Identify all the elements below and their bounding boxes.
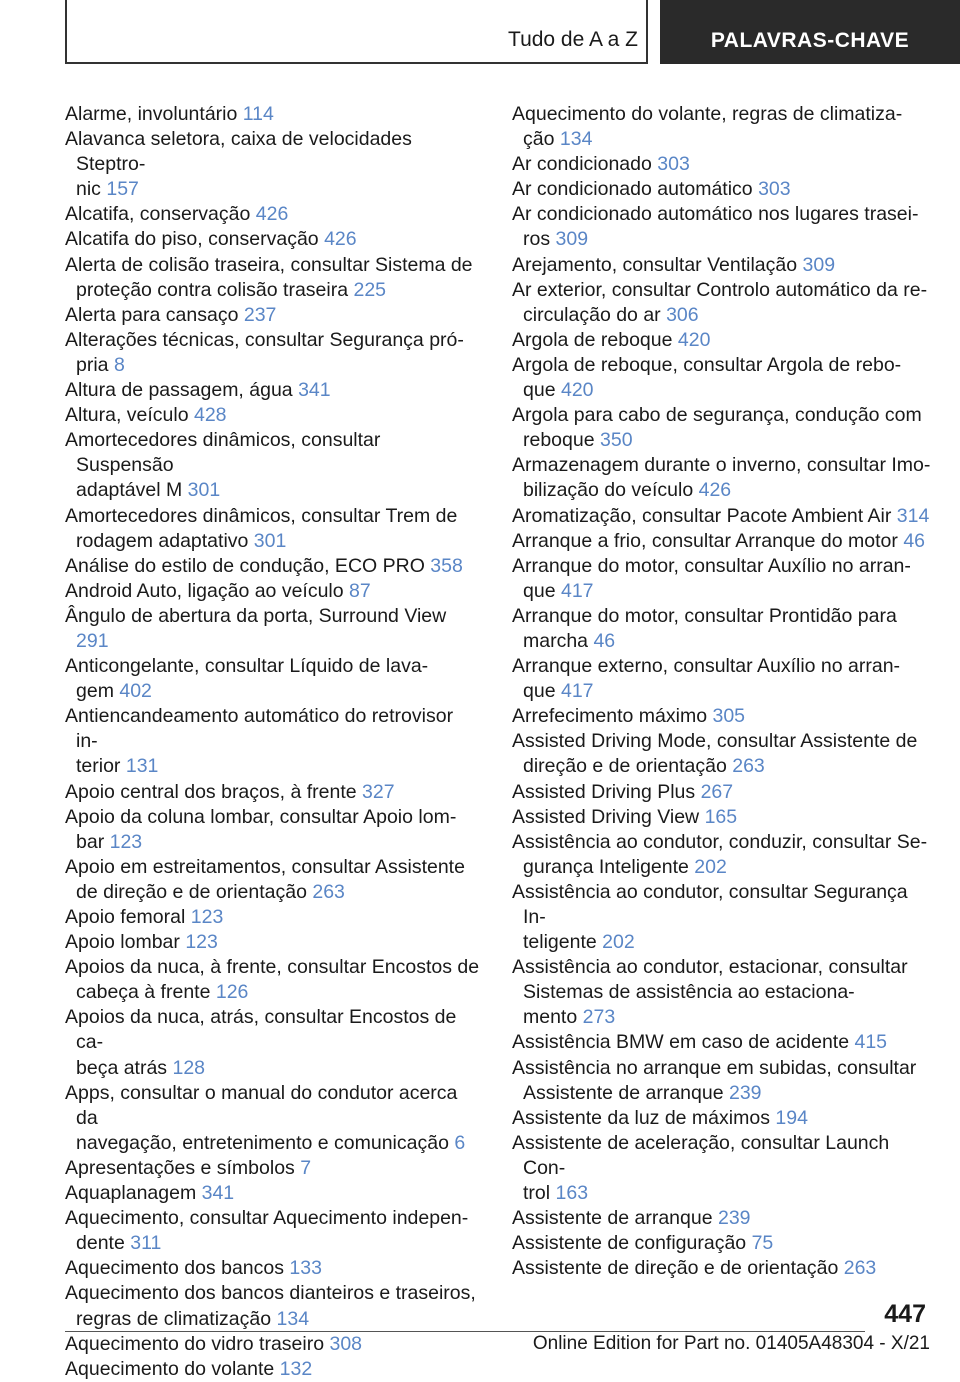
index-term: Argola de reboque (512, 328, 673, 351)
index-entry (512, 704, 932, 729)
index-entry (65, 127, 480, 202)
index-term: Alarme, involuntário (65, 103, 238, 125)
footer-edition: Online Edition for Part no. 01405A48304 - X/21 (532, 1333, 930, 1354)
index-term: Alcatifa, conservação (65, 203, 251, 226)
index-entry (65, 102, 480, 127)
index-term: Aquecimento, consultar Aquecimento indepen- dente (65, 1207, 469, 1255)
page-reference-link[interactable]: 165 (704, 805, 738, 828)
index-term: Arranque do motor, consultar Prontidão para marcha (512, 604, 897, 652)
page-reference-link[interactable]: 305 (712, 705, 746, 728)
page-reference-link[interactable]: 123 (185, 931, 218, 954)
index-entry (65, 202, 480, 227)
index-term: Arranque externo, consultar Auxílio no arran- que (512, 655, 901, 703)
index-term: Arranque do motor, consultar Auxílio no arran- que (512, 554, 911, 602)
index-term: Assistência no arranque em subidas, consultar Assistente de arranque (512, 1056, 917, 1104)
index-term: Assistente de arranque (512, 1207, 713, 1230)
index-term: Alavanca seletora, caixa de velocidades Steptro- nic (65, 128, 412, 201)
index-entry (512, 805, 932, 830)
page-reference-link[interactable]: 46 (593, 629, 616, 652)
index-term: Arejamento, consultar Ventilação (512, 253, 798, 276)
page-reference-link[interactable]: 267 (700, 780, 734, 803)
index-entry (65, 328, 480, 378)
page-reference-link[interactable]: 311 (130, 1232, 162, 1255)
index-entry (65, 855, 480, 905)
index-entry (65, 1357, 480, 1382)
index-term: Amortecedores dinâmicos, consultar Trem de rodagem adaptativo (65, 504, 458, 552)
page-reference-link[interactable]: 402 (119, 680, 152, 703)
index-term: Assistente de aceleração, consultar Launch Con- trol (512, 1131, 890, 1205)
page-reference-link[interactable]: 6 (454, 1131, 466, 1154)
index-entry (65, 227, 480, 252)
page-reference-link[interactable]: 126 (215, 981, 249, 1004)
index-term: Análise do estilo de condução, ECO PRO (65, 554, 425, 577)
index-entry (512, 102, 932, 152)
page-number: 447 (884, 1300, 926, 1328)
index-term: Assistente de direção e de orientação (512, 1257, 839, 1280)
index-term: Alerta de colisão traseira, consultar Sistema de proteção contra colisão traseira (65, 253, 473, 301)
index-entry (65, 604, 480, 654)
index-entry (65, 930, 480, 955)
index-entry (65, 780, 480, 805)
page-reference-link[interactable]: 239 (728, 1081, 762, 1104)
index-entry (65, 1256, 480, 1281)
index-entry (65, 1156, 480, 1181)
page-reference-link[interactable]: 309 (802, 253, 836, 276)
index-term: Alerta para cansaço (65, 303, 239, 326)
index-entry (65, 704, 480, 779)
index-entry (512, 1231, 932, 1256)
index-entry (512, 1106, 932, 1131)
chapter-title: PALAVRAS-CHAVE (710, 29, 910, 52)
page-reference-link[interactable]: 273 (582, 1006, 616, 1029)
index-term: Apoio em estreitamentos, consultar Assistente de direção e de orientação (65, 855, 465, 903)
page-reference-link[interactable]: 157 (106, 178, 139, 201)
page-reference-link[interactable]: 415 (854, 1031, 888, 1054)
index-entry (512, 328, 932, 353)
index-term: Alcatifa do piso, conservação (65, 228, 319, 251)
page-reference-link[interactable]: 314 (896, 504, 930, 527)
page-reference-link[interactable]: 263 (843, 1257, 877, 1280)
index-entry (65, 504, 480, 554)
index-entry (65, 1206, 480, 1256)
index-term: Android Auto, ligação ao veículo (65, 579, 344, 602)
index-entry (65, 1081, 480, 1156)
index-term: Assisted Driving Plus (512, 780, 696, 803)
index-term: Ar condicionado automático (512, 178, 753, 201)
page-reference-link[interactable]: 426 (255, 203, 289, 226)
page-reference-link[interactable]: 341 (201, 1182, 235, 1205)
index-entry (512, 529, 932, 554)
index-entry (512, 278, 932, 328)
index-term: Amortecedores dinâmicos, consultar Suspensão adaptável M (65, 429, 381, 502)
page-reference-link[interactable]: 301 (253, 529, 287, 552)
index-term: Ar condicionado (512, 153, 652, 176)
page-reference-link[interactable]: 194 (775, 1106, 808, 1129)
index-entry (512, 453, 932, 503)
index-entry (512, 177, 932, 202)
index-entry (65, 554, 480, 579)
index-entry (512, 253, 932, 278)
page-reference-link[interactable]: 350 (600, 429, 633, 452)
page-reference-link[interactable]: 420 (677, 328, 711, 351)
page-reference-link[interactable]: 341 (298, 379, 331, 402)
index-term: Antiencandeamento automático do retrovisor in- terior (65, 705, 454, 778)
index-term: Ângulo de abertura da porta, Surround View (65, 604, 447, 627)
page-reference-link[interactable]: 417 (560, 579, 594, 602)
page-reference-link[interactable]: 237 (243, 303, 277, 326)
index-term: Assisted Driving Mode, consultar Assistente de direção e de orientação (512, 730, 918, 778)
index-term: Arranque a frio, consultar Arranque do motor (512, 529, 898, 552)
page-reference-link[interactable]: 202 (694, 855, 727, 878)
index-entry (65, 1005, 480, 1080)
page-reference-link[interactable]: 133 (289, 1257, 322, 1280)
index-term: Aquecimento do volante (65, 1357, 275, 1380)
index-term: Apresentações e símbolos (65, 1156, 295, 1179)
index-entry (512, 152, 932, 177)
page-reference-link[interactable]: 301 (187, 479, 221, 502)
page-reference-link[interactable]: 426 (324, 228, 357, 251)
page-reference-link[interactable]: 128 (172, 1056, 206, 1079)
index-term: Assisted Driving View (512, 805, 700, 828)
index-term: Apoio femoral (65, 906, 186, 928)
chapter-tab (660, 0, 960, 64)
index-entry (512, 1056, 932, 1106)
index-entry (65, 378, 480, 403)
index-entry (65, 1281, 480, 1331)
index-term: Assistência ao condutor, consultar Segurança In- teligente (512, 880, 908, 954)
index-entry (65, 428, 480, 503)
index-entry (512, 403, 932, 453)
index-entry (512, 1206, 932, 1231)
index-term: Aquecimento dos bancos dianteiros e traseiros, regras de climatização (65, 1282, 476, 1330)
index-entry (65, 905, 480, 930)
index-entry (65, 955, 480, 1005)
page-reference-link[interactable]: 8 (113, 353, 125, 376)
index-term: Aquecimento do volante, regras de climatiza- ção (512, 103, 903, 151)
index-entry (512, 504, 932, 529)
index-entry (512, 202, 932, 252)
index-term: Apoio lombar (65, 931, 180, 954)
index-entry (65, 303, 480, 328)
index-term: Assistente de configuração (512, 1232, 747, 1255)
page-reference-link[interactable]: 123 (190, 906, 224, 928)
page-reference-link[interactable]: 263 (732, 755, 765, 778)
index-entry (65, 1332, 480, 1357)
page-reference-link[interactable]: 263 (312, 880, 345, 903)
page-reference-link[interactable]: 309 (555, 228, 589, 251)
page-reference-link[interactable]: 163 (555, 1182, 589, 1205)
index-term: Assistência ao condutor, conduzir, consultar Se- gurança Inteligente (512, 830, 928, 878)
page-reference-link[interactable]: 202 (602, 931, 635, 954)
index-column-left (65, 102, 480, 1382)
index-term: Apoios da nuca, atrás, consultar Encostos de ca- beça atrás (65, 1006, 457, 1079)
page-reference-link[interactable]: 306 (666, 303, 699, 326)
index-term: Assistência BMW em caso de acidente (512, 1031, 850, 1054)
page-reference-link[interactable]: 239 (717, 1207, 751, 1230)
page-reference-link[interactable]: 303 (758, 178, 791, 201)
footer-divider (65, 1331, 865, 1332)
page-reference-link[interactable]: 358 (430, 554, 463, 577)
page-reference-link[interactable]: 134 (276, 1307, 310, 1330)
index-term: Apoio central dos braços, à frente (65, 780, 357, 803)
page-reference-link[interactable]: 131 (125, 755, 159, 778)
index-term: Apoios da nuca, à frente, consultar Encostos de cabeça à frente (65, 956, 480, 1004)
page-reference-link[interactable]: 114 (242, 103, 274, 125)
page-reference-link[interactable]: 303 (657, 153, 690, 176)
index-entry (512, 554, 932, 604)
index-entry (512, 604, 932, 654)
page-reference-link[interactable]: 428 (193, 404, 227, 427)
index-term: Armazenagem durante o inverno, consultar Imo- bilização do veículo (512, 454, 931, 502)
index-term: Aquecimento dos bancos (65, 1257, 284, 1280)
index-entry (65, 1181, 480, 1206)
index-term: Altura, veículo (65, 404, 189, 427)
page-reference-link[interactable]: 87 (349, 579, 371, 602)
index-entry (65, 654, 480, 704)
page-reference-link[interactable]: 308 (329, 1332, 363, 1355)
index-entry (512, 955, 932, 1030)
index-entry (65, 579, 480, 604)
page-reference-link[interactable]: 417 (560, 680, 594, 703)
index-column-right (512, 102, 932, 1281)
page-reference-link[interactable]: 225 (353, 278, 387, 301)
page-reference-link[interactable]: 46 (903, 529, 926, 552)
index-entry (512, 1030, 932, 1055)
section-title: Tudo de A a Z (508, 28, 638, 51)
index-term: Argola para cabo de segurança, condução com reboque (512, 404, 922, 452)
index-term: Aromatização, consultar Pacote Ambient Air (512, 504, 892, 527)
page-reference-link[interactable]: 327 (362, 780, 395, 803)
page-reference-link[interactable]: 134 (559, 128, 593, 151)
index-entry (512, 780, 932, 805)
index-entry (65, 403, 480, 428)
index-term: Arrefecimento máximo (512, 705, 708, 728)
page-reference-link[interactable]: 123 (109, 830, 143, 853)
index-entry (512, 880, 932, 955)
index-term: Alterações técnicas, consultar Segurança pró- pria (65, 328, 464, 376)
index-term: Argola de reboque, consultar Argola de rebo- que (512, 353, 902, 402)
page-reference-link[interactable]: 426 (698, 479, 732, 502)
index-entry (512, 729, 932, 779)
page-reference-link[interactable]: 132 (279, 1357, 313, 1380)
index-term: Altura de passagem, água (65, 379, 293, 402)
index-entry (65, 253, 480, 303)
index-term: Aquecimento do vidro traseiro (65, 1332, 325, 1355)
index-entry (512, 1131, 932, 1206)
index-term: Aquaplanagem (65, 1182, 197, 1205)
index-term: Apoio da coluna lombar, consultar Apoio lom- bar (65, 805, 457, 853)
index-term: Apps, consultar o manual do condutor acerca da navegação, entretenimento e comunicação (65, 1081, 458, 1154)
page-reference-link[interactable]: 75 (751, 1232, 774, 1255)
page-reference-link[interactable]: 7 (300, 1156, 312, 1179)
index-entry (512, 353, 932, 403)
index-entry (512, 1256, 932, 1281)
index-term: Ar condicionado automático nos lugares trasei- ros (512, 203, 919, 251)
index-entry (65, 805, 480, 855)
index-entry (512, 830, 932, 880)
index-term: Anticongelante, consultar Líquido de lava- gem (65, 655, 429, 703)
index-term: Assistência ao condutor, estacionar, consultar Sistemas de assistência ao estaciona- mento (512, 956, 908, 1029)
index-term: Ar exterior, consultar Controlo automático da re- circulação do ar (512, 278, 928, 326)
index-entry (512, 654, 932, 704)
index-term: Assistente da luz de máximos (512, 1106, 770, 1129)
page-reference-link[interactable]: 291 (76, 629, 109, 652)
page-reference-link[interactable]: 420 (560, 379, 594, 402)
